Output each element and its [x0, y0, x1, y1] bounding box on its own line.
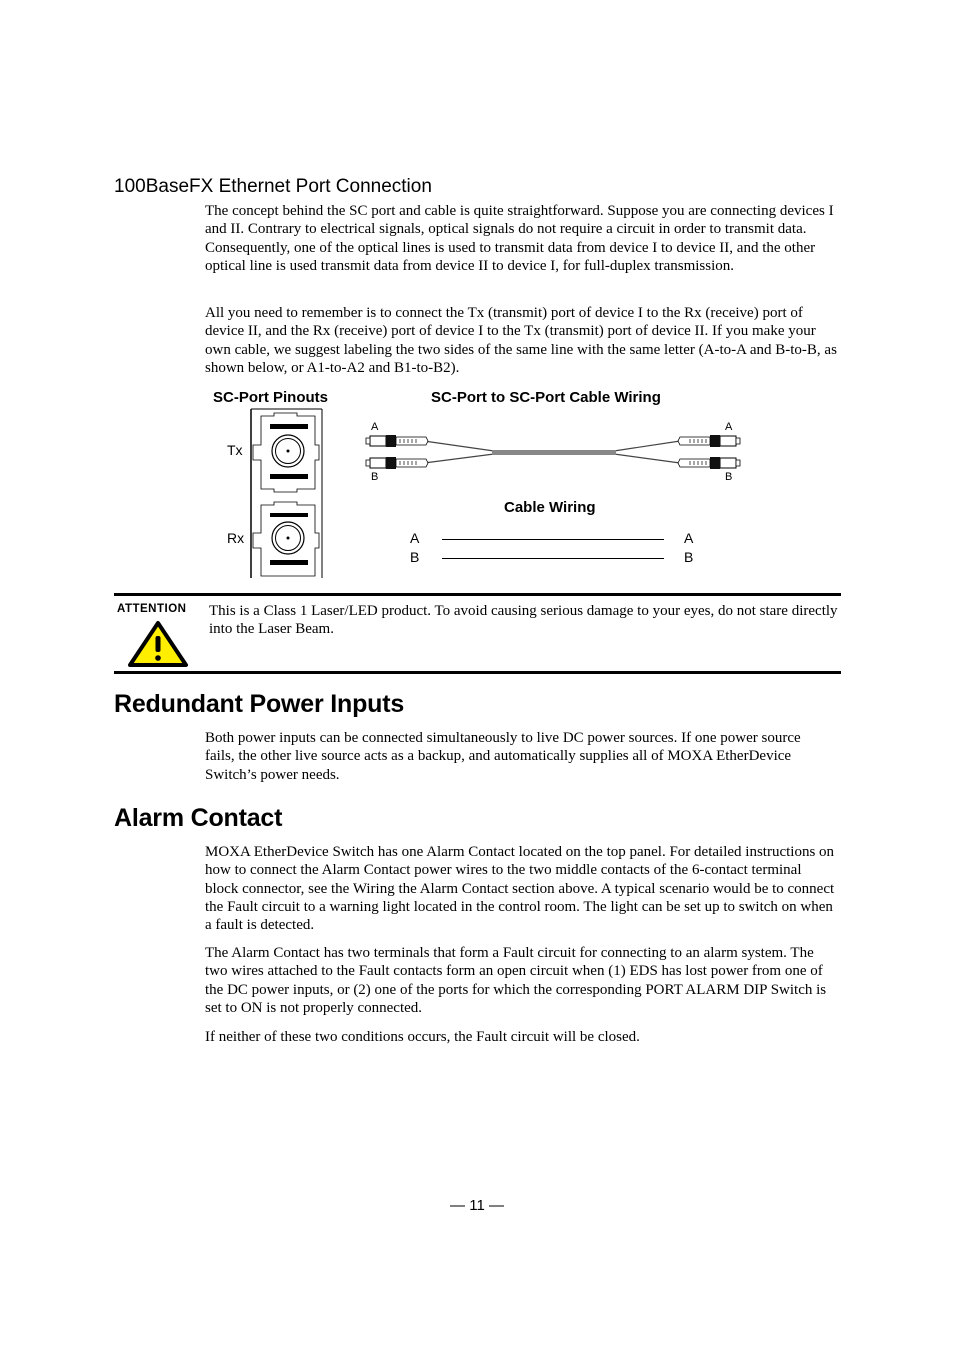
page-number: — 11 — — [450, 1197, 504, 1214]
rx-label: Rx — [227, 530, 245, 546]
connector-right-b-icon — [678, 457, 740, 469]
section-heading-alarm: Alarm Contact — [114, 804, 283, 832]
cable-label-right-b: B — [725, 471, 733, 483]
paragraph-power: Both power inputs can be connected simultaneously to live DC power sources. If one power source fails, the other live source acts as a backup, and automatically supplies all of MOXA EtherDevice Switch’s power needs. — [205, 730, 801, 783]
section-heading-100basefx: 100BaseFX Ethernet Port Connection — [114, 176, 432, 197]
figure-title-wiring: Cable Wiring — [504, 499, 596, 516]
connector-right-a-icon — [678, 435, 740, 447]
wiring-label-left-b: B — [410, 549, 420, 565]
paragraph-sc-concept: The concept behind the SC port and cable is quite straightforward. Suppose you are connecting devices I and II. Contrary to electrical signals, optical signals do not require a circuit in order to transmit data. Consequently, one of the optical lines is used to transmit data from device I to device II, and the other optical line is used transmit data from device II to device I, for full-duplex transmission. — [205, 203, 834, 274]
paragraph-alarm-1: MOXA EtherDevice Switch has one Alarm Contact located on the top panel. For detailed instructions on how to connect the Alarm Contact power wires to the two middle contacts of the 6-contact terminal block connector, see the Wiring the Alarm Contact section above. A typical scenario would be to connect the Fault circuit to a warning light located in the control room. The light can be set up to switch on when a fault is detected. — [205, 844, 835, 934]
paragraph-alarm-2: The Alarm Contact has two terminals that form a Fault circuit for connecting to an alarm system. The two wires attached to the Fault contacts form an open circuit when (1) EDS has lost power from one of the DC power inputs, or (2) one of the ports for which the corresponding PORT ALARM DIP Switch is set to ON is not properly connected. — [205, 945, 827, 1016]
cable-label-left-b: B — [371, 471, 379, 483]
connector-left-b-icon — [366, 457, 428, 469]
tx-port-icon — [253, 413, 319, 492]
connector-left-a-icon — [366, 435, 428, 447]
attention-text: This is a Class 1 Laser/LED product. To avoid causing serious damage to your eyes, do not stare directly into the Laser Beam. — [209, 603, 838, 638]
sc-cable-illustration — [364, 433, 742, 473]
wiring-line-a — [442, 539, 664, 540]
section-heading-power: Redundant Power Inputs — [114, 690, 405, 718]
paragraph-alarm-3: If neither of these two conditions occurs, the Fault circuit will be closed. — [205, 1029, 640, 1045]
figure-title-cable-wiring: SC-Port to SC-Port Cable Wiring — [431, 389, 661, 406]
cable-label-left-a: A — [371, 421, 379, 433]
warning-triangle-icon — [127, 620, 189, 668]
rx-port-icon — [253, 502, 319, 576]
attention-bottom-rule — [114, 671, 841, 674]
cable-label-right-a: A — [725, 421, 733, 433]
attention-label: ATTENTION — [117, 603, 187, 615]
wiring-line-b — [442, 558, 664, 559]
sc-port-pinout-diagram — [245, 405, 330, 580]
wiring-label-right-b: B — [684, 549, 694, 565]
figure-title-pinouts: SC-Port Pinouts — [213, 389, 328, 406]
tx-label: Tx — [227, 442, 243, 458]
paragraph-sc-connect: All you need to remember is to connect the Tx (transmit) port of device I to the Rx (receive) port of device II, and the Rx (receive) port of device I to the Tx (transmit) port of device II. If you make your own cable, we suggest labeling the two sides of the same line with the same letter (A-to-A and B-to-B, as shown below, or A1-to-A2 and B1-to-B2). — [205, 305, 837, 376]
attention-top-rule — [114, 593, 841, 596]
wiring-label-right-a: A — [684, 530, 694, 546]
wiring-label-left-a: A — [410, 530, 420, 546]
